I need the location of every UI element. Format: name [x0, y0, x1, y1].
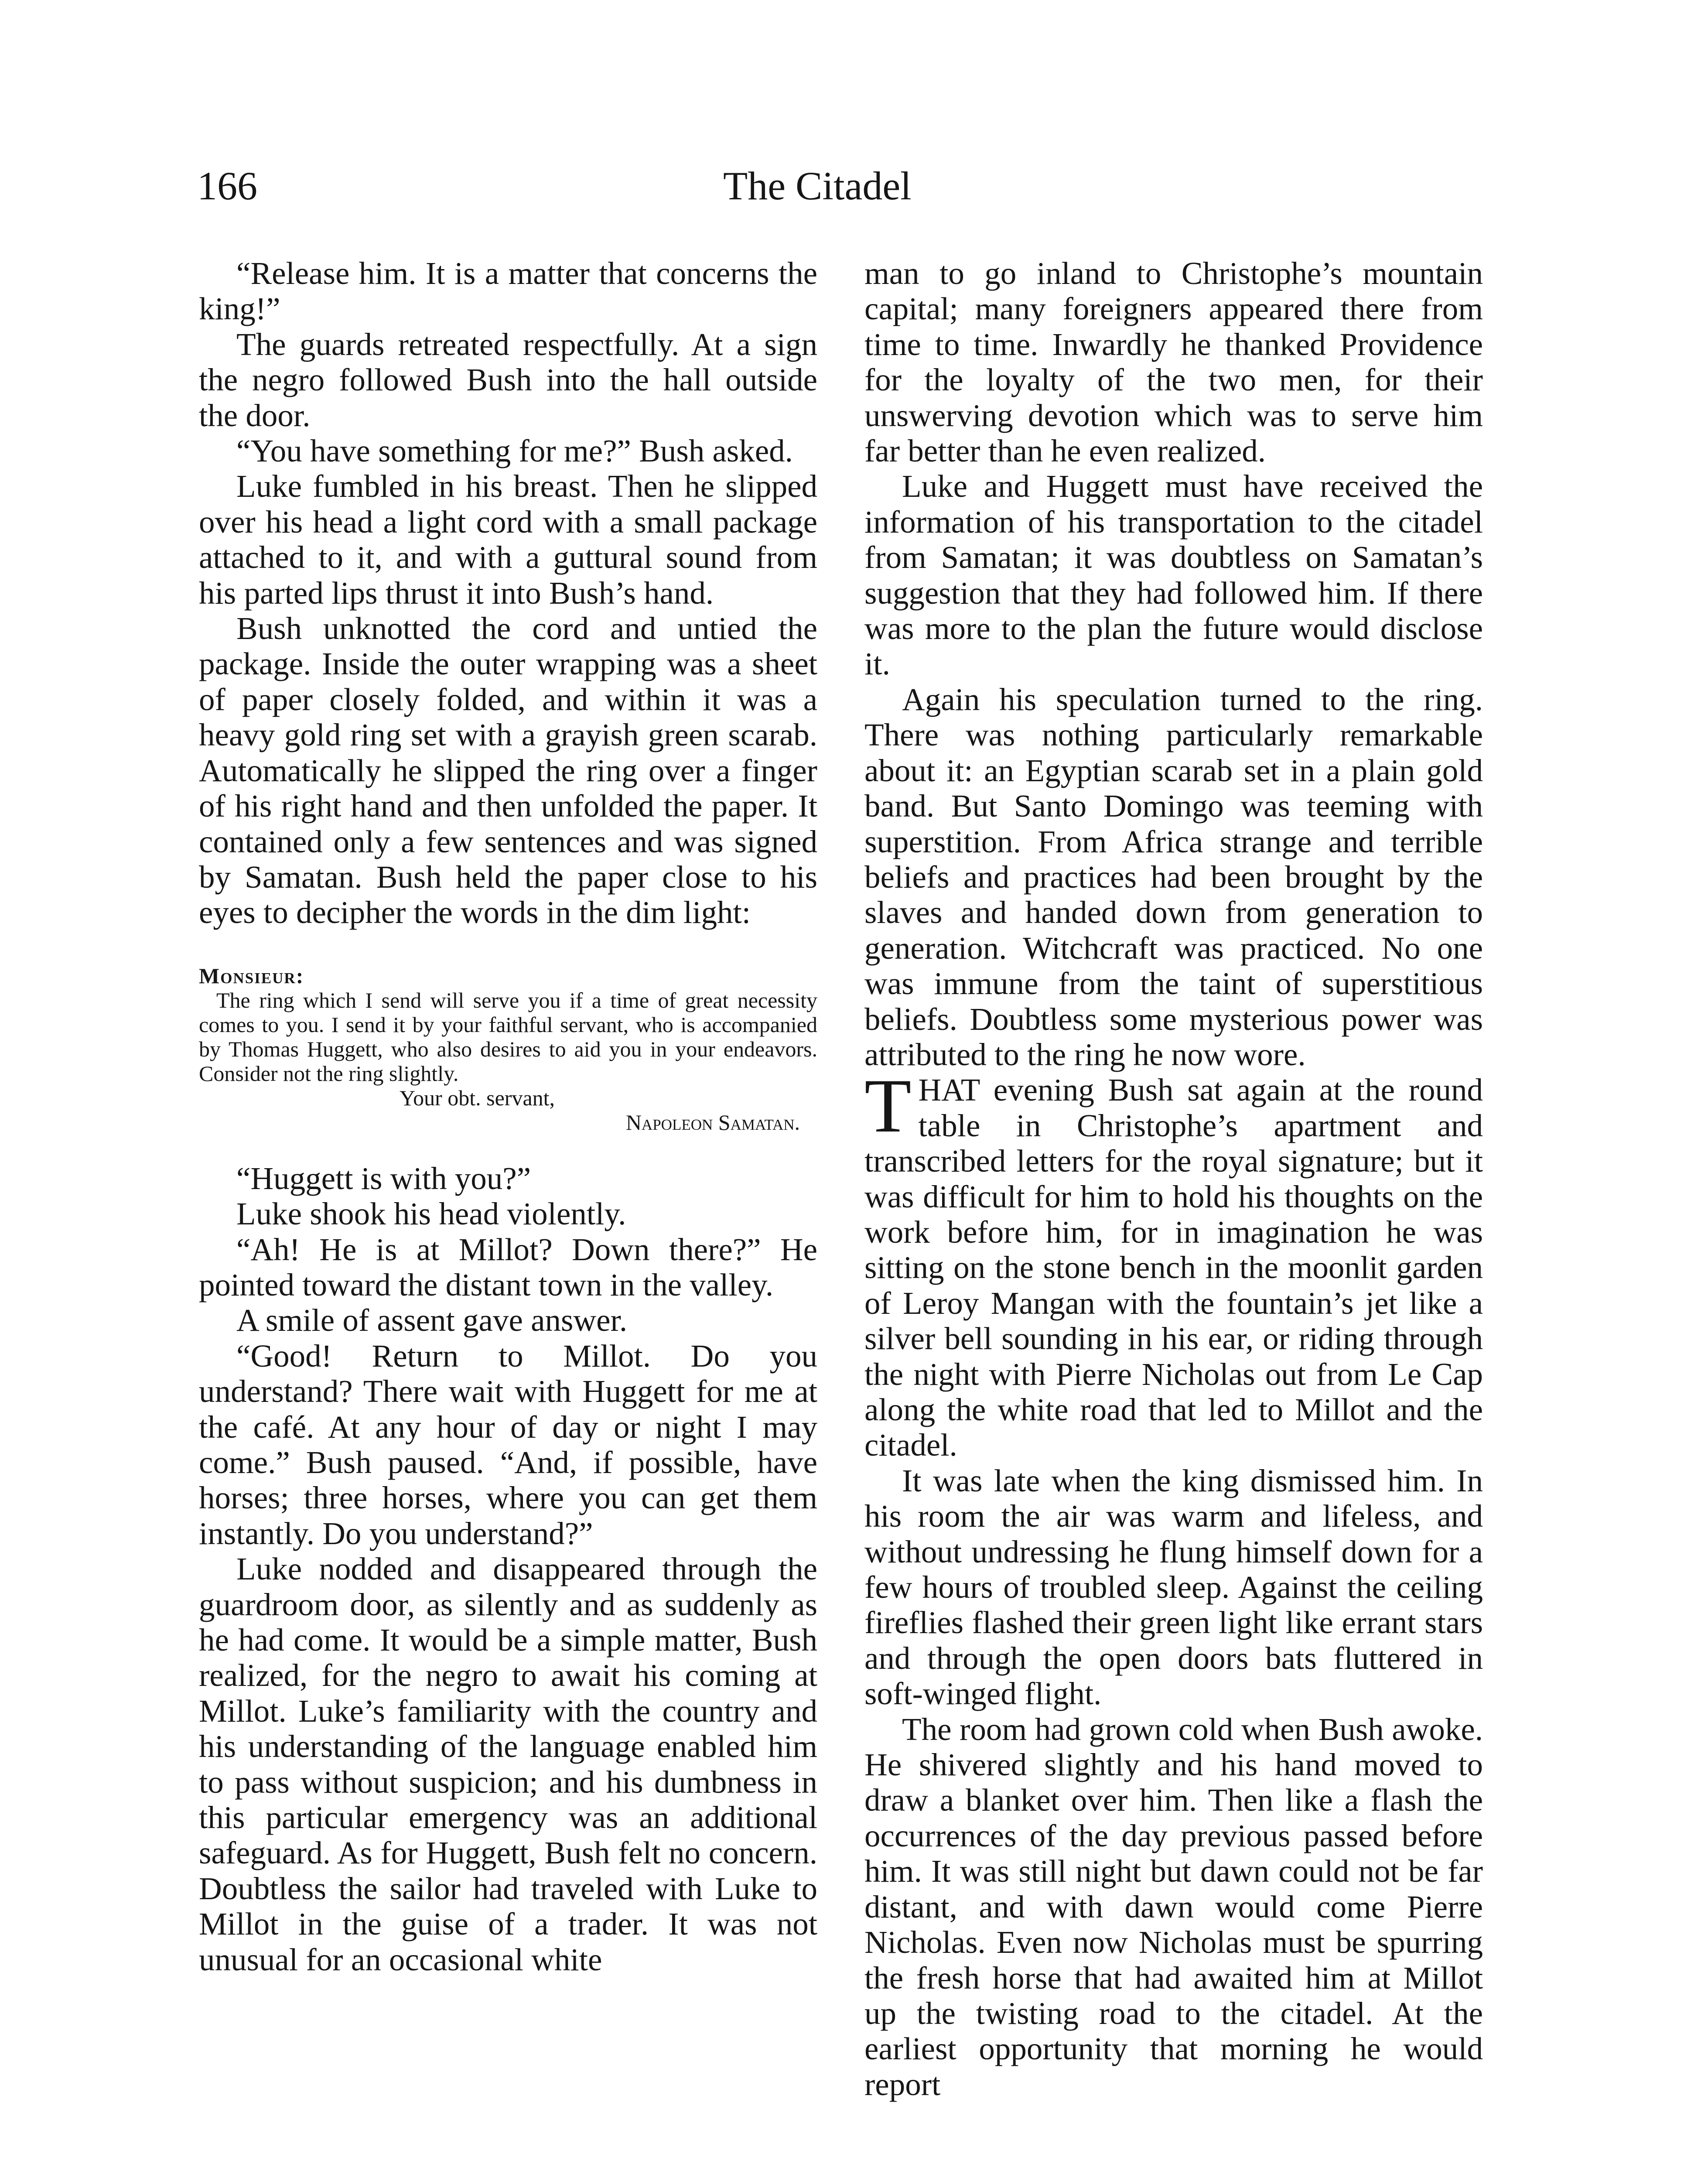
paragraph: Luke fumbled in his breast. Then he slipped over his head a light cord with a small package attached to it, and with a guttural sound from his parted lips thrust it into Bush’s hand. — [199, 468, 817, 611]
letter-body: The ring which I send will serve you if a time of great necessity comes to you. I send it by your faithful servant, who is accompanied by Thomas Huggett, who also desires to aid you in your endeavors. Consider not the ring slightly. — [199, 988, 817, 1086]
paragraph-continued: man to go inland to Christophe’s mountain capital; many foreigners appeared there from time to time. Inwardly he thanked Providence for the loyalty of the two men, for their unswerving devotion which was to serve him far better than he even realized. — [864, 256, 1483, 469]
paragraph: It was late when the king dismissed him. In his room the air was warm and lifeless, and without undressing he flung himself down for a few hours of troubled sleep. Against the ceiling fireflies flashed their green light like errant stars and through the open doors bats fluttered in soft-winged flight. — [864, 1463, 1483, 1712]
right-column — [864, 256, 1483, 2102]
paragraph: Luke shook his head violently. — [236, 1196, 626, 1232]
paragraph: Luke and Huggett must have received the information of his transportation to the citadel from Samatan; it was doubtless on Samatan’s suggestion that they had followed him. If there was more to the plan the future would disclose it. — [864, 468, 1483, 682]
drop-cap: T — [864, 1063, 912, 1149]
letter-salutation: Monsieur: — [199, 963, 304, 988]
paragraph: The guards retreated respectfully. At a sign the negro followed Bush into the hall outside the door. — [199, 326, 817, 433]
paragraph: “You have something for me?” Bush asked. — [236, 433, 793, 469]
opening-small-caps: HAT — [918, 1072, 980, 1108]
paragraph: “Huggett is with you?” — [236, 1160, 531, 1196]
page-number: 166 — [197, 164, 257, 208]
paragraph: Bush unknotted the cord and untied the package. Inside the outer wrapping was a sheet of paper closely folded, and within it was a heavy gold ring set with a grayish green scarab. Automatically he slipped the ring over a finger of his right hand and then unfolded the paper. It contained only a few sentences and was signed by Samatan. Bush held the paper close to his eyes to decipher the words in the dim light: — [199, 611, 817, 930]
opening-text: evening Bush sat again at the round table in Christophe’s apartment and transcribed letters for the royal signature; but it was difficult for him to hold his thoughts on the work before him, for in imagination he was sitting on the stone bench in the moonlit garden of Leroy Mangan with the fountain’s jet like a silver bell sounding in his ear, or riding through the night with Pierre Nicholas out from Le Cap along the white road that led to Millot and the citadel. — [864, 1072, 1483, 1463]
left-column — [199, 256, 817, 1977]
paragraph: “Ah! He is at Millot? Down there?” He pointed toward the distant town in the valley. — [199, 1231, 817, 1302]
quoted-letter — [199, 964, 817, 1135]
letter-closing: Your obt. servant, — [400, 1085, 555, 1110]
paragraph: “Good! Return to Millot. Do you understand? There wait with Huggett for me at the café. At any hour of day or night I may come.” Bush paused. “And, if possible, have horses; three horses, where you can get them instantly. Do you understand?” — [199, 1338, 817, 1551]
section-opening-paragraph — [864, 1063, 1483, 1463]
paragraph: Again his speculation turned to the ring. There was nothing particularly remarkable about it: an Egyptian scarab set in a plain gold band. But Santo Domingo was teeming with superstition. From Africa strange and terrible beliefs and practices had been brought by the slaves and handed down from generation to generation. Witchcraft was practiced. No one was immune from the taint of superstitious beliefs. Doubtless some mysterious power was attributed to the ring he now wore. — [864, 681, 1483, 1072]
paragraph: “Release him. It is a matter that concerns the king!” — [199, 256, 817, 327]
paragraph: A smile of assent gave answer. — [236, 1302, 628, 1338]
paragraph: The room had grown cold when Bush awoke. He shivered slightly and his hand moved to draw a blanket over him. Then like a flash the occurrences of the day previous passed before him. It was still night but dawn could not be far distant, and with dawn would come Pierre Nicholas. Even now Nicholas must be spurring the fresh horse that had awaited him at Millot up the twisting road to the citadel. At the earliest opportunity that morning he would report — [864, 1711, 1483, 2102]
running-title: The Citadel — [723, 164, 912, 208]
letter-signature: Napoleon Samatan. — [625, 1110, 800, 1135]
paragraph: Luke nodded and disappeared through the guardroom door, as silently and as suddenly as he had come. It would be a simple matter, Bush realized, for the negro to await his coming at Millot. Luke’s familiarity with the country and his understanding of the language enabled him to pass without suspicion; and his dumbness in this particular emergency was an additional safeguard. As for Huggett, Bush felt no concern. Doubtless the sailor had traveled with Luke to Millot in the guise of a trader. It was not unusual for an occasional white — [199, 1551, 817, 1977]
